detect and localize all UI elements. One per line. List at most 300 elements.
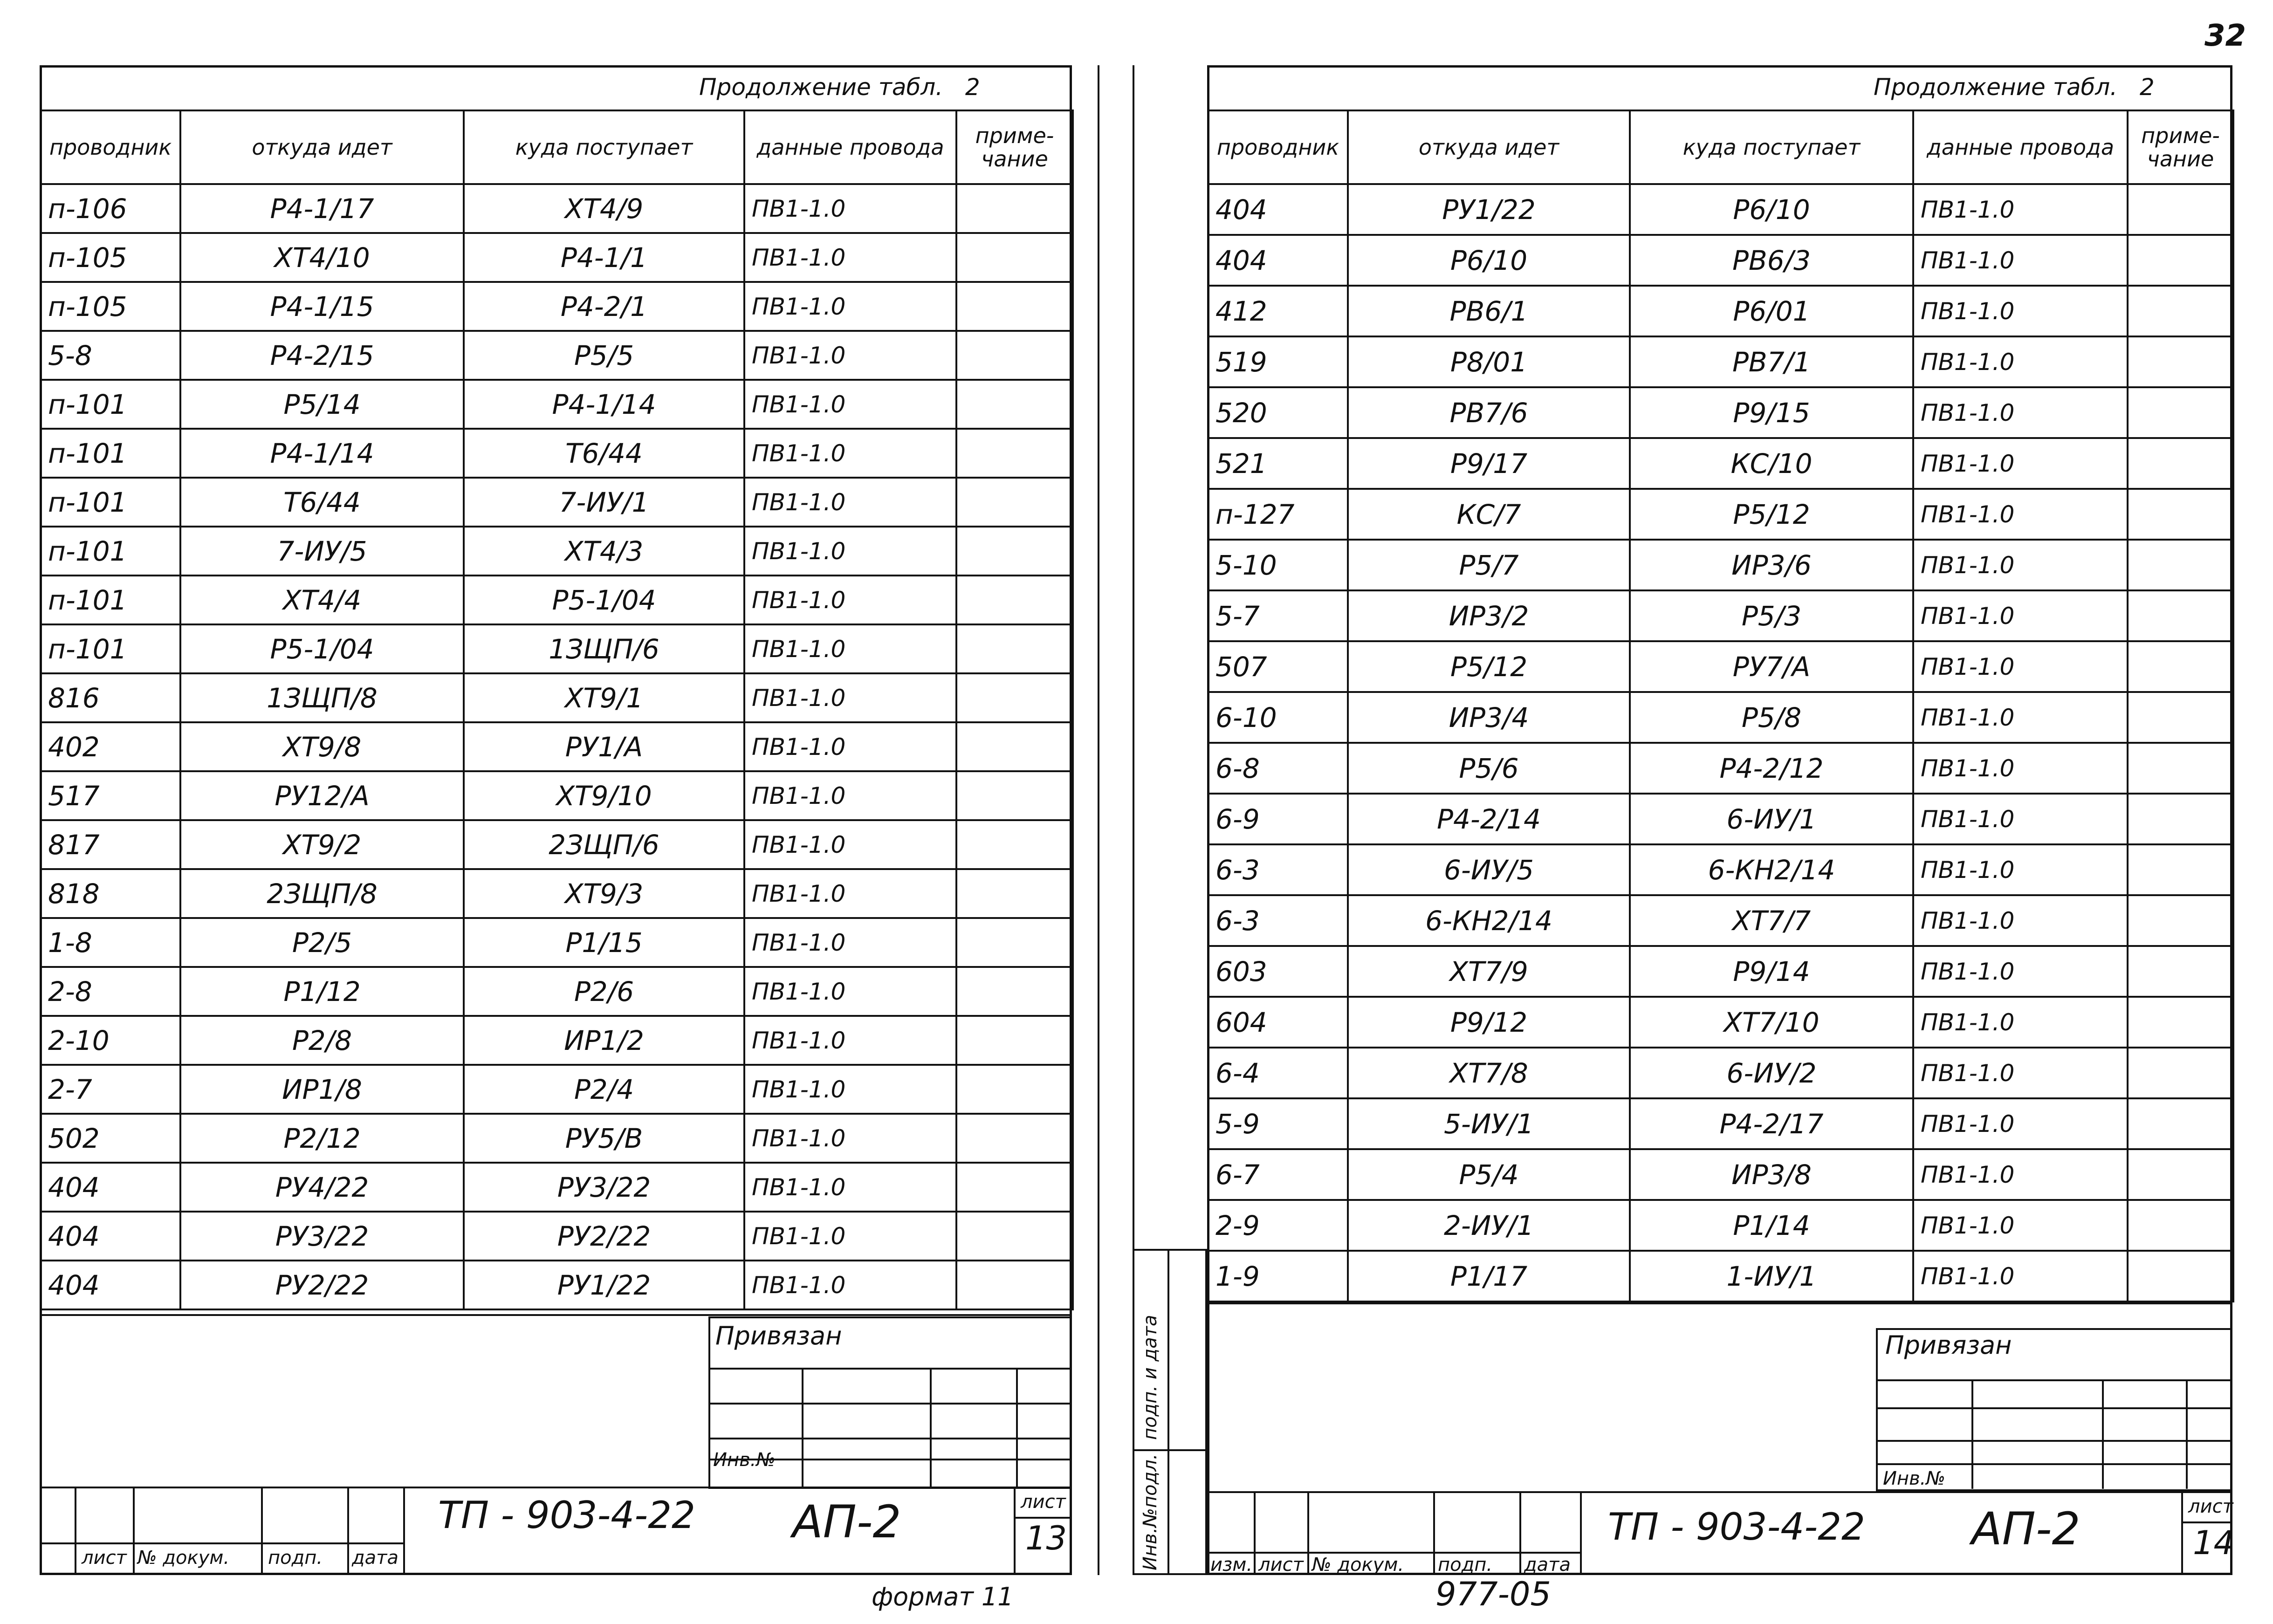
cell-from: РВ6/1 xyxy=(1348,286,1630,336)
cell-wire-data: ПВ1-1.0 xyxy=(744,380,956,429)
table-row xyxy=(1208,895,2233,946)
cell-note xyxy=(956,1065,1073,1114)
right-priv-line1 xyxy=(1876,1379,2232,1381)
cell-wire-data: ПВ1-1.0 xyxy=(744,820,956,869)
cell-note xyxy=(956,918,1073,967)
header-from: откуда идет xyxy=(1348,110,1630,184)
cell-to: Р1/14 xyxy=(1630,1200,1913,1251)
cell-from: 1ЗЩП/8 xyxy=(180,673,464,722)
cell-from: 2ЗЩП/8 xyxy=(180,869,464,918)
cell-wire-data: ПВ1-1.0 xyxy=(744,429,956,478)
cell-to: Р4-1/1 xyxy=(464,233,744,282)
cell-conductor: 1-8 xyxy=(41,918,180,967)
left-col-4: дата xyxy=(352,1547,398,1569)
cell-conductor: 517 xyxy=(41,771,180,820)
cell-to: РУ5/В xyxy=(464,1114,744,1163)
table-row xyxy=(1208,387,2233,438)
table-row xyxy=(41,1163,1073,1212)
cell-from: Р2/5 xyxy=(180,918,464,967)
left-continuation-label: Продолжение табл. xyxy=(699,74,943,101)
table-row xyxy=(1208,1251,2233,1302)
table-row xyxy=(41,478,1073,527)
cell-note xyxy=(956,478,1073,527)
cell-note xyxy=(2128,844,2233,895)
cell-note xyxy=(2128,438,2233,489)
left-stamp-top xyxy=(40,1487,1072,1488)
right-sheet-number: 14 xyxy=(2193,1524,2235,1562)
cell-to: ИР1/2 xyxy=(464,1016,744,1065)
right-col-0: изм. xyxy=(1210,1554,1253,1576)
cell-to: 6-ИУ/1 xyxy=(1630,794,1913,844)
cell-wire-data: ПВ1-1.0 xyxy=(744,184,956,233)
right-col-4: дата xyxy=(1524,1554,1571,1576)
cell-conductor: 404 xyxy=(1208,184,1348,235)
cell-conductor: 817 xyxy=(41,820,180,869)
cell-conductor: 816 xyxy=(41,673,180,722)
table-row xyxy=(41,1065,1073,1114)
right-continuation-number: 2 xyxy=(2139,74,2155,101)
cell-to: 2ЗЩП/6 xyxy=(464,820,744,869)
cell-from: Р4-2/14 xyxy=(1348,794,1630,844)
cell-from: РВ7/6 xyxy=(1348,387,1630,438)
right-col-3: подп. xyxy=(1438,1554,1493,1576)
cell-note xyxy=(2128,1200,2233,1251)
cell-to: РУ3/22 xyxy=(464,1163,744,1212)
cell-to: ХТ4/3 xyxy=(464,527,744,576)
cell-wire-data: ПВ1-1.0 xyxy=(1913,235,2128,286)
cell-to: Р5/5 xyxy=(464,331,744,380)
cell-to: ХТ9/3 xyxy=(464,869,744,918)
left-sheet-number: 13 xyxy=(1025,1519,1067,1557)
left-col-3: подп. xyxy=(268,1547,323,1569)
cell-from: 2-ИУ/1 xyxy=(1348,1200,1630,1251)
table-row xyxy=(41,282,1073,331)
cell-note xyxy=(956,722,1073,771)
left-sheet-label: лист xyxy=(1021,1491,1066,1513)
left-table-end-line xyxy=(40,1314,1072,1316)
cell-conductor: 2-10 xyxy=(41,1016,180,1065)
table-row xyxy=(1208,1048,2233,1098)
cell-to: Р9/14 xyxy=(1630,946,1913,997)
cell-from: Р4-1/14 xyxy=(180,429,464,478)
cell-note xyxy=(956,771,1073,820)
cell-wire-data: ПВ1-1.0 xyxy=(744,722,956,771)
cell-conductor: 404 xyxy=(41,1261,180,1309)
cell-note xyxy=(956,869,1073,918)
cell-from: ХТ4/10 xyxy=(180,233,464,282)
cell-conductor: п-127 xyxy=(1208,489,1348,540)
cell-to: Р2/4 xyxy=(464,1065,744,1114)
table-row xyxy=(1208,235,2233,286)
cell-conductor: п-101 xyxy=(41,624,180,673)
table-row xyxy=(41,967,1073,1016)
cell-wire-data: ПВ1-1.0 xyxy=(744,869,956,918)
table-row xyxy=(41,1212,1073,1261)
table-row xyxy=(41,771,1073,820)
cell-conductor: 502 xyxy=(41,1114,180,1163)
right-privyazan: Привязан xyxy=(1885,1330,2012,1360)
cell-note xyxy=(2128,489,2233,540)
cell-conductor: 507 xyxy=(1208,641,1348,692)
table-row xyxy=(1208,438,2233,489)
cell-conductor: п-101 xyxy=(41,576,180,624)
cell-to: КС/10 xyxy=(1630,438,1913,489)
right-col-1: лист xyxy=(1258,1554,1304,1576)
cell-wire-data: ПВ1-1.0 xyxy=(744,673,956,722)
header-note: приме- чание xyxy=(2128,110,2233,184)
cell-wire-data: ПВ1-1.0 xyxy=(744,918,956,967)
cell-conductor: 5-8 xyxy=(41,331,180,380)
cell-conductor: 5-7 xyxy=(1208,590,1348,641)
table-row xyxy=(41,1114,1073,1163)
right-stamp-v5 xyxy=(1580,1491,1582,1575)
cell-wire-data: ПВ1-1.0 xyxy=(1913,641,2128,692)
right-stamp-mid xyxy=(1207,1552,1580,1554)
cell-wire-data: ПВ1-1.0 xyxy=(744,282,956,331)
side-label-inv: Инв.№подл. xyxy=(1140,1453,1161,1570)
cell-note xyxy=(956,331,1073,380)
right-col-2: № докум. xyxy=(1312,1554,1404,1576)
cell-to: 6-ИУ/2 xyxy=(1630,1048,1913,1098)
table-row xyxy=(1208,997,2233,1048)
table-row xyxy=(41,722,1073,771)
cell-wire-data: ПВ1-1.0 xyxy=(744,1212,956,1261)
cell-conductor: 6-9 xyxy=(1208,794,1348,844)
cell-wire-data: ПВ1-1.0 xyxy=(1913,1149,2128,1200)
cell-conductor: 521 xyxy=(1208,438,1348,489)
cell-to: Р5-1/04 xyxy=(464,576,744,624)
cell-conductor: 404 xyxy=(41,1163,180,1212)
cell-to: Р4-2/12 xyxy=(1630,743,1913,794)
cell-conductor: 2-9 xyxy=(1208,1200,1348,1251)
left-priv-vline2 xyxy=(930,1368,932,1487)
cell-to: ИР3/8 xyxy=(1630,1149,1913,1200)
cell-from: Р2/8 xyxy=(180,1016,464,1065)
cell-note xyxy=(956,624,1073,673)
cell-from: 5-ИУ/1 xyxy=(1348,1098,1630,1149)
cell-conductor: 412 xyxy=(1208,286,1348,336)
cell-conductor: п-105 xyxy=(41,233,180,282)
header-to: куда поступает xyxy=(464,110,744,184)
table-row xyxy=(1208,1098,2233,1149)
cell-from: Р5/4 xyxy=(1348,1149,1630,1200)
cell-conductor: п-101 xyxy=(41,380,180,429)
table-row xyxy=(41,331,1073,380)
cell-to: РУ1/А xyxy=(464,722,744,771)
cell-to: РУ7/А xyxy=(1630,641,1913,692)
cell-wire-data: ПВ1-1.0 xyxy=(1913,692,2128,743)
cell-note xyxy=(2128,794,2233,844)
cell-wire-data: ПВ1-1.0 xyxy=(1913,844,2128,895)
cell-from: Р5/14 xyxy=(180,380,464,429)
cell-note xyxy=(2128,184,2233,235)
cell-from: Р9/17 xyxy=(1348,438,1630,489)
table-row xyxy=(1208,641,2233,692)
cell-note xyxy=(956,1114,1073,1163)
cell-conductor: 2-7 xyxy=(41,1065,180,1114)
cell-to: РВ7/1 xyxy=(1630,336,1913,387)
left-continuation-title xyxy=(699,74,980,101)
header-to: куда поступает xyxy=(1630,110,1913,184)
cell-note xyxy=(2128,641,2233,692)
cell-from: ХТ9/2 xyxy=(180,820,464,869)
cell-conductor: 5-10 xyxy=(1208,540,1348,590)
cell-note xyxy=(2128,1098,2233,1149)
table-row xyxy=(1208,336,2233,387)
cell-wire-data: ПВ1-1.0 xyxy=(1913,438,2128,489)
cell-note xyxy=(956,282,1073,331)
table-row xyxy=(1208,692,2233,743)
header-conductor: проводник xyxy=(1208,110,1348,184)
cell-conductor: п-101 xyxy=(41,429,180,478)
cell-from: Р9/12 xyxy=(1348,997,1630,1048)
table-row xyxy=(41,527,1073,576)
cell-from: ИР1/8 xyxy=(180,1065,464,1114)
right-wire-table xyxy=(1207,110,2234,1302)
left-stamp-v3 xyxy=(261,1487,263,1575)
right-continuation-title xyxy=(1874,74,2155,101)
cell-conductor: 520 xyxy=(1208,387,1348,438)
cell-conductor: 5-9 xyxy=(1208,1098,1348,1149)
cell-note xyxy=(956,184,1073,233)
right-priv-line3 xyxy=(1876,1440,2232,1442)
cell-wire-data: ПВ1-1.0 xyxy=(1913,540,2128,590)
table-row xyxy=(41,869,1073,918)
cell-wire-data: ПВ1-1.0 xyxy=(1913,997,2128,1048)
cell-to: Р1/15 xyxy=(464,918,744,967)
cell-wire-data: ПВ1-1.0 xyxy=(1913,184,2128,235)
cell-conductor: 6-8 xyxy=(1208,743,1348,794)
cell-conductor: 6-3 xyxy=(1208,844,1348,895)
table-row xyxy=(1208,590,2233,641)
table-row xyxy=(41,673,1073,722)
cell-wire-data: ПВ1-1.0 xyxy=(1913,336,2128,387)
cell-note xyxy=(2128,336,2233,387)
right-priv-line2 xyxy=(1876,1407,2232,1409)
cell-conductor: 519 xyxy=(1208,336,1348,387)
left-wire-table xyxy=(40,110,1074,1310)
cell-wire-data: ПВ1-1.0 xyxy=(1913,590,2128,641)
cell-wire-data: ПВ1-1.0 xyxy=(1913,794,2128,844)
cell-from: Р4-1/15 xyxy=(180,282,464,331)
table-row xyxy=(1208,1149,2233,1200)
cell-note xyxy=(2128,743,2233,794)
table-row xyxy=(41,918,1073,967)
cell-conductor: 404 xyxy=(41,1212,180,1261)
cell-conductor: п-106 xyxy=(41,184,180,233)
cell-wire-data: ПВ1-1.0 xyxy=(744,1016,956,1065)
cell-conductor: 604 xyxy=(1208,997,1348,1048)
left-stamp-sheetline xyxy=(1014,1517,1072,1519)
cell-to: ХТ7/10 xyxy=(1630,997,1913,1048)
cell-to: 6-КН2/14 xyxy=(1630,844,1913,895)
left-stamp-v2 xyxy=(133,1487,135,1575)
cell-to: ИР3/6 xyxy=(1630,540,1913,590)
cell-note xyxy=(956,673,1073,722)
cell-from: РУ2/22 xyxy=(180,1261,464,1309)
cell-note xyxy=(2128,1048,2233,1098)
cell-conductor: 6-4 xyxy=(1208,1048,1348,1098)
cell-wire-data: ПВ1-1.0 xyxy=(744,576,956,624)
right-priv-vline1 xyxy=(1971,1379,1973,1489)
cell-wire-data: ПВ1-1.0 xyxy=(1913,895,2128,946)
side-stamp-hline xyxy=(1133,1449,1207,1451)
right-priv-line4 xyxy=(1876,1463,2232,1465)
cell-from: ХТ7/8 xyxy=(1348,1048,1630,1098)
cell-conductor: 404 xyxy=(1208,235,1348,286)
left-priv-vline3 xyxy=(1016,1368,1018,1487)
table-row xyxy=(1208,540,2233,590)
cell-note xyxy=(956,967,1073,1016)
cell-to: ХТ4/9 xyxy=(464,184,744,233)
right-sheet-code: АП-2 xyxy=(1971,1503,2081,1555)
cell-wire-data: ПВ1-1.0 xyxy=(1913,1098,2128,1149)
cell-note xyxy=(2128,590,2233,641)
cell-to: Р4-2/1 xyxy=(464,282,744,331)
cell-to: РВ6/3 xyxy=(1630,235,1913,286)
cell-wire-data: ПВ1-1.0 xyxy=(744,527,956,576)
table-row xyxy=(1208,489,2233,540)
cell-to: Р2/6 xyxy=(464,967,744,1016)
cell-from: Р5-1/04 xyxy=(180,624,464,673)
right-doc-code: ТП - 903-4-22 xyxy=(1608,1505,1865,1549)
header-from: откуда идет xyxy=(180,110,464,184)
cell-wire-data: ПВ1-1.0 xyxy=(744,233,956,282)
cell-note xyxy=(956,576,1073,624)
right-stamp-v1 xyxy=(1254,1491,1256,1575)
left-col-1: лист xyxy=(82,1547,127,1569)
left-stamp-v4 xyxy=(347,1487,349,1575)
cell-from: РУ4/22 xyxy=(180,1163,464,1212)
cell-note xyxy=(2128,997,2233,1048)
table-row xyxy=(1208,946,2233,997)
cell-wire-data: ПВ1-1.0 xyxy=(744,624,956,673)
cell-from: РУ3/22 xyxy=(180,1212,464,1261)
right-table-body xyxy=(1208,184,2233,1302)
cell-from: 6-КН2/14 xyxy=(1348,895,1630,946)
cell-wire-data: ПВ1-1.0 xyxy=(1913,1251,2128,1302)
cell-note xyxy=(2128,1251,2233,1302)
cell-note xyxy=(2128,540,2233,590)
cell-to: ХТ9/10 xyxy=(464,771,744,820)
right-priv-vline3 xyxy=(2186,1379,2188,1489)
cell-to: Т6/44 xyxy=(464,429,744,478)
table-row xyxy=(41,624,1073,673)
cell-to: Р9/15 xyxy=(1630,387,1913,438)
side-stamp-divider xyxy=(1167,1249,1169,1575)
left-privyazan: Привязан xyxy=(715,1321,842,1350)
table-row xyxy=(41,429,1073,478)
cell-to: Р6/10 xyxy=(1630,184,1913,235)
cell-conductor: 1-9 xyxy=(1208,1251,1348,1302)
table-row xyxy=(41,233,1073,282)
header-note: приме- чание xyxy=(956,110,1073,184)
cell-from: 7-ИУ/5 xyxy=(180,527,464,576)
table-row xyxy=(41,1261,1073,1309)
cell-from: Р8/01 xyxy=(1348,336,1630,387)
cell-wire-data: ПВ1-1.0 xyxy=(1913,387,2128,438)
table-row xyxy=(1208,794,2233,844)
cell-to: РУ2/22 xyxy=(464,1212,744,1261)
cell-to: Р4-1/14 xyxy=(464,380,744,429)
cell-conductor: 6-3 xyxy=(1208,895,1348,946)
cell-wire-data: ПВ1-1.0 xyxy=(744,1065,956,1114)
table-row xyxy=(1208,184,2233,235)
cell-wire-data: ПВ1-1.0 xyxy=(744,478,956,527)
cell-to: 1-ИУ/1 xyxy=(1630,1251,1913,1302)
table-row xyxy=(1208,844,2233,895)
cell-note xyxy=(956,820,1073,869)
cell-conductor: п-105 xyxy=(41,282,180,331)
cell-from: РУ1/22 xyxy=(1348,184,1630,235)
cell-wire-data: ПВ1-1.0 xyxy=(1913,1200,2128,1251)
cell-conductor: 2-8 xyxy=(41,967,180,1016)
cell-wire-data: ПВ1-1.0 xyxy=(744,967,956,1016)
left-sheet-code: АП-2 xyxy=(792,1496,901,1548)
left-doc-code: ТП - 903-4-22 xyxy=(438,1494,695,1537)
header-wire-data: данные провода xyxy=(1913,110,2128,184)
right-stamp-top xyxy=(1207,1491,2232,1493)
left-stamp-v5 xyxy=(403,1487,405,1575)
cell-conductor: 6-10 xyxy=(1208,692,1348,743)
cell-note xyxy=(2128,895,2233,946)
right-stamp-v4 xyxy=(1519,1491,1521,1575)
cell-wire-data: ПВ1-1.0 xyxy=(744,331,956,380)
cell-from: Р1/17 xyxy=(1348,1251,1630,1302)
cell-conductor: п-101 xyxy=(41,478,180,527)
cell-from: Р4-2/15 xyxy=(180,331,464,380)
cell-from: ХТ7/9 xyxy=(1348,946,1630,997)
cell-wire-data: ПВ1-1.0 xyxy=(1913,1048,2128,1098)
cell-note xyxy=(956,1163,1073,1212)
cell-wire-data: ПВ1-1.0 xyxy=(744,1163,956,1212)
cell-from: КС/7 xyxy=(1348,489,1630,540)
cell-note xyxy=(956,429,1073,478)
cell-to: 1ЗЩП/6 xyxy=(464,624,744,673)
cell-from: Р2/12 xyxy=(180,1114,464,1163)
table-row xyxy=(41,1016,1073,1065)
left-priv-vline1 xyxy=(802,1368,803,1487)
cell-to: ХТ9/1 xyxy=(464,673,744,722)
page-number: 32 xyxy=(2204,19,2246,53)
cell-wire-data: ПВ1-1.0 xyxy=(744,1261,956,1309)
cell-note xyxy=(956,1261,1073,1309)
cell-to: Р5/12 xyxy=(1630,489,1913,540)
cell-note xyxy=(2128,1149,2233,1200)
table-row xyxy=(1208,1200,2233,1251)
cell-wire-data: ПВ1-1.0 xyxy=(1913,489,2128,540)
cell-from: ХТ4/4 xyxy=(180,576,464,624)
left-col-2: № докум. xyxy=(137,1547,230,1569)
cell-note xyxy=(2128,286,2233,336)
cell-from: Р5/12 xyxy=(1348,641,1630,692)
right-stamp-v3 xyxy=(1433,1491,1435,1575)
format-label: формат 11 xyxy=(872,1582,1014,1611)
mid-line-1 xyxy=(1098,65,1099,1575)
cell-wire-data: ПВ1-1.0 xyxy=(1913,743,2128,794)
cell-note xyxy=(956,380,1073,429)
right-table-end-line xyxy=(1207,1302,2232,1304)
right-stamp-v2 xyxy=(1307,1491,1309,1575)
right-priv-vline2 xyxy=(2102,1379,2104,1489)
table-row xyxy=(1208,743,2233,794)
cell-wire-data: ПВ1-1.0 xyxy=(1913,286,2128,336)
cell-from: Р6/10 xyxy=(1348,235,1630,286)
left-stamp-v6 xyxy=(1014,1487,1016,1575)
cell-to: 7-ИУ/1 xyxy=(464,478,744,527)
header-wire-data: данные провода xyxy=(744,110,956,184)
side-label-sign: подп. и дата xyxy=(1140,1315,1161,1440)
